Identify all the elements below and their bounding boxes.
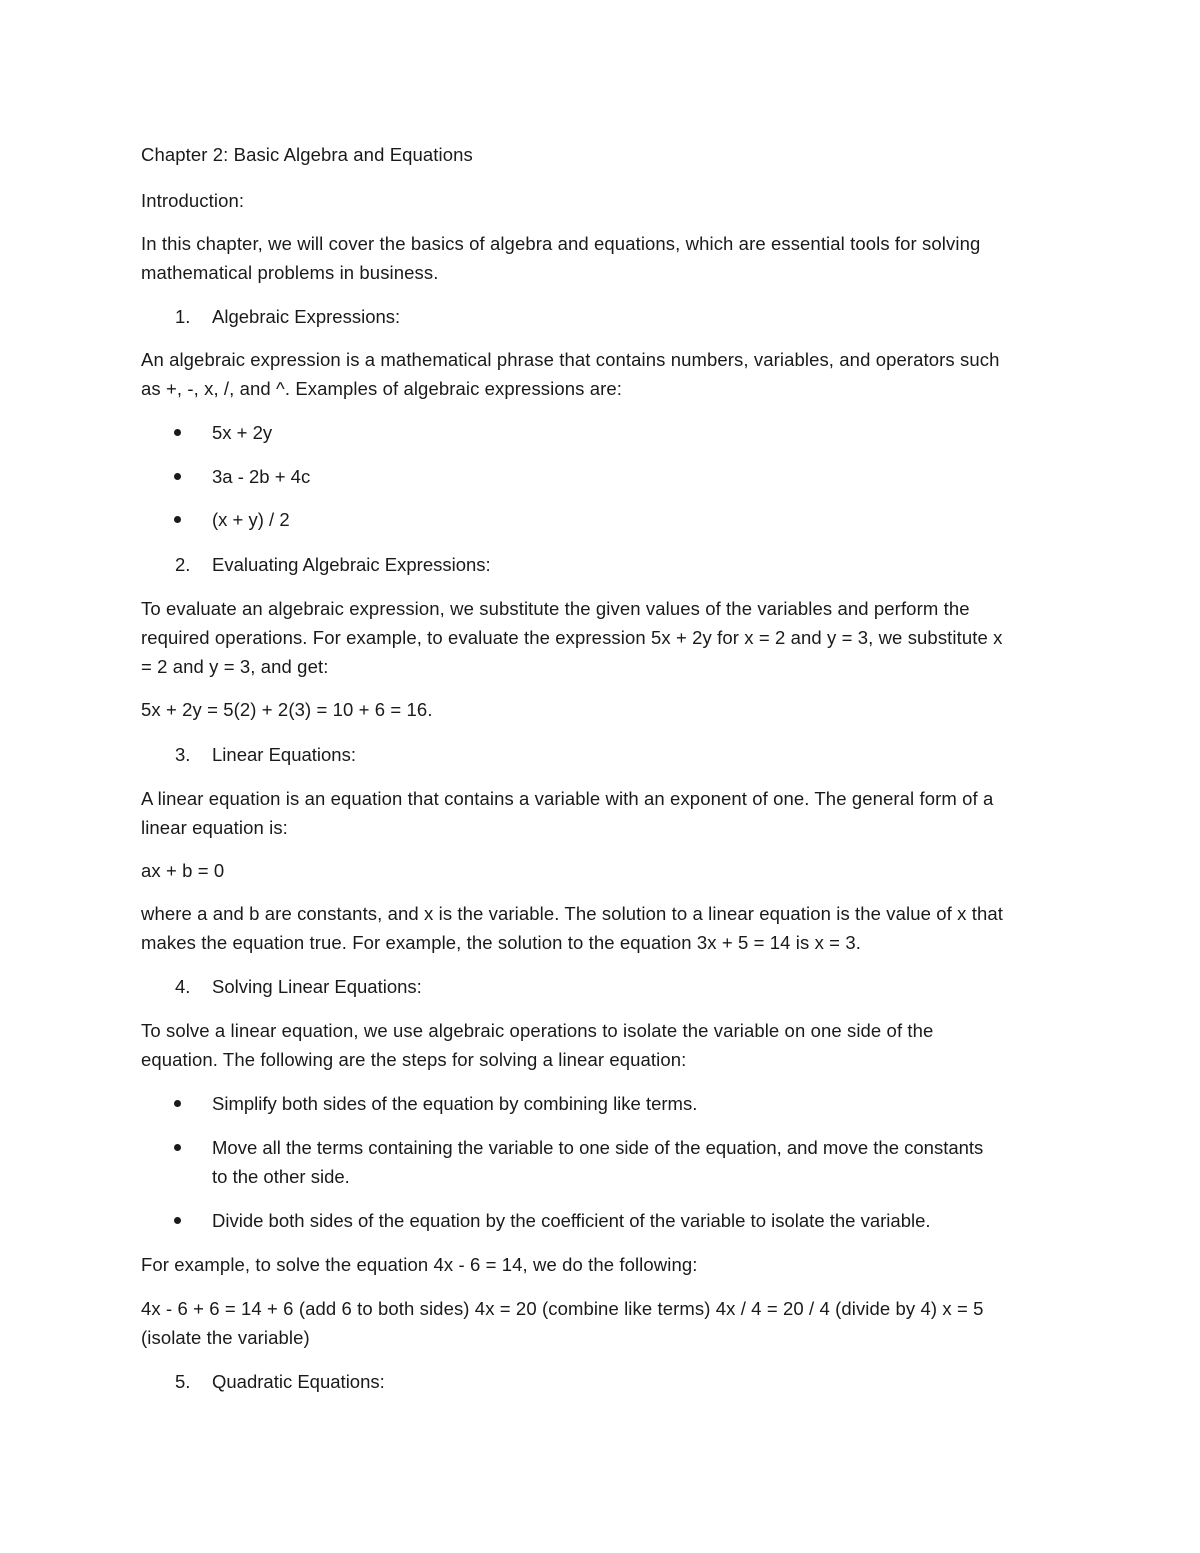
paragraph-line: linear equation is: — [141, 817, 288, 838]
equation-line: (isolate the variable) — [141, 1327, 310, 1348]
section-number: 3. — [175, 744, 191, 765]
equation-line: ax + b = 0 — [141, 860, 225, 881]
equation-line: 4x - 6 + 6 = 14 + 6 (add 6 to both sides) 4x = 20 (combine like terms) 4x / 4 = 20 / 4 (divide by 4) x = 5 — [141, 1298, 984, 1319]
bullet-icon — [174, 473, 181, 480]
paragraph-line: required operations. For example, to evaluate the expression 5x + 2y for x = 2 and y = 3, we substitute x — [141, 627, 1003, 648]
bullet-icon — [174, 516, 181, 523]
list-item: (x + y) / 2 — [212, 509, 290, 530]
section-heading: Linear Equations: — [212, 744, 356, 765]
bullet-icon — [174, 1217, 181, 1224]
page-title: Chapter 2: Basic Algebra and Equations — [141, 144, 473, 165]
paragraph-line: An algebraic expression is a mathematical phrase that contains numbers, variables, and operators such — [141, 349, 1000, 370]
paragraph-line: A linear equation is an equation that contains a variable with an exponent of one. The general form of a — [141, 788, 994, 809]
section-heading: Algebraic Expressions: — [212, 306, 401, 327]
list-item-continuation: to the other side. — [212, 1166, 350, 1187]
section-number: 4. — [175, 976, 191, 997]
section-heading: Solving Linear Equations: — [212, 976, 422, 997]
paragraph-line: = 2 and y = 3, and get: — [141, 656, 329, 677]
list-item: 5x + 2y — [212, 422, 273, 443]
section-number: 1. — [175, 306, 191, 327]
paragraph-line: For example, to solve the equation 4x - 6 = 14, we do the following: — [141, 1254, 698, 1275]
section-number: 5. — [175, 1371, 191, 1392]
section-heading: Evaluating Algebraic Expressions: — [212, 554, 491, 575]
bullet-icon — [174, 1144, 181, 1151]
bullet-icon — [174, 429, 181, 436]
paragraph-line: To evaluate an algebraic expression, we substitute the given values of the variables and perform the — [141, 598, 970, 619]
paragraph-line: equation. The following are the steps for solving a linear equation: — [141, 1049, 687, 1070]
intro-paragraph-line: mathematical problems in business. — [141, 262, 439, 283]
paragraph-line: makes the equation true. For example, the solution to the equation 3x + 5 = 14 is x = 3. — [141, 932, 861, 953]
list-item: Simplify both sides of the equation by combining like terms. — [212, 1093, 698, 1114]
intro-paragraph-line: In this chapter, we will cover the basics of algebra and equations, which are essential tools for solving — [141, 233, 981, 254]
section-heading: Quadratic Equations: — [212, 1371, 385, 1392]
equation-line: 5x + 2y = 5(2) + 2(3) = 10 + 6 = 16. — [141, 699, 433, 720]
list-item: Divide both sides of the equation by the coefficient of the variable to isolate the variable. — [212, 1210, 931, 1231]
paragraph-line: To solve a linear equation, we use algebraic operations to isolate the variable on one side of the — [141, 1020, 934, 1041]
section-number: 2. — [175, 554, 191, 575]
list-item: 3a - 2b + 4c — [212, 466, 311, 487]
list-item: Move all the terms containing the variable to one side of the equation, and move the constants — [212, 1137, 984, 1158]
intro-heading: Introduction: — [141, 190, 245, 211]
paragraph-line: where a and b are constants, and x is the variable. The solution to a linear equation is the value of x that — [141, 903, 1003, 924]
paragraph-line: as +, -, x, /, and ^. Examples of algebraic expressions are: — [141, 378, 623, 399]
bullet-icon — [174, 1100, 181, 1107]
